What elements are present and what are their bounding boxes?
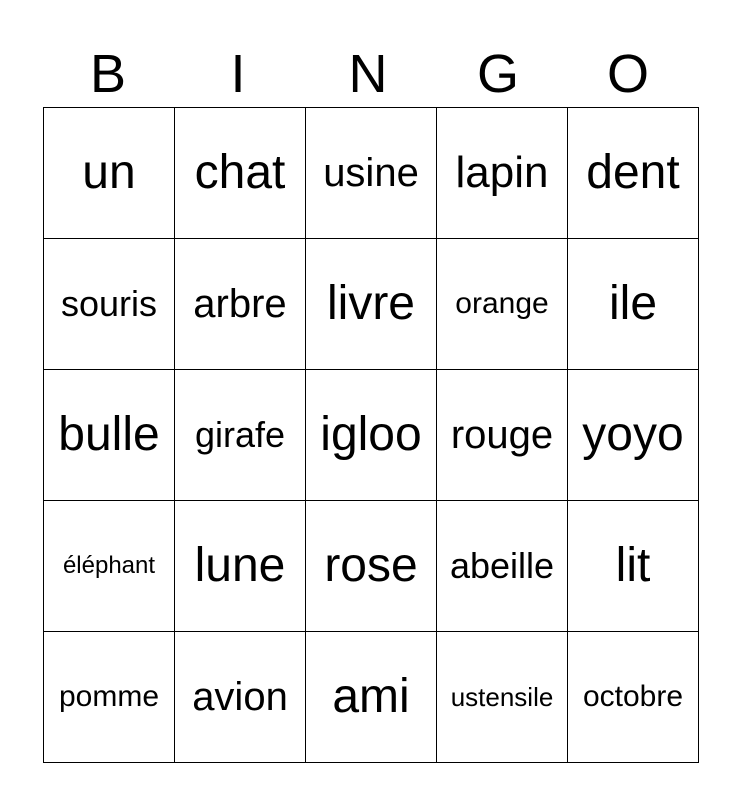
board-row xyxy=(44,370,699,501)
board-row xyxy=(44,501,699,632)
bingo-cell[interactable]: abeille xyxy=(437,501,568,632)
bingo-cell[interactable]: ami xyxy=(306,632,437,763)
board-row xyxy=(44,632,699,763)
bingo-cell[interactable]: bulle xyxy=(44,370,175,501)
bingo-cell[interactable]: girafe xyxy=(175,370,306,501)
header-letter-n: N xyxy=(348,44,388,104)
bingo-cell[interactable]: lapin xyxy=(437,108,568,239)
bingo-cell[interactable]: igloo xyxy=(306,370,437,501)
bingo-cell[interactable]: dent xyxy=(568,108,699,239)
bingo-cell[interactable]: rouge xyxy=(437,370,568,501)
header-letter-g: G xyxy=(476,44,519,104)
bingo-cell[interactable]: ile xyxy=(568,239,699,370)
bingo-cell[interactable]: chat xyxy=(175,108,306,239)
bingo-header xyxy=(43,40,693,108)
bingo-cell[interactable]: lit xyxy=(568,501,699,632)
bingo-cell[interactable]: arbre xyxy=(175,239,306,370)
header-letter-o: O xyxy=(606,44,649,104)
bingo-cell[interactable]: orange xyxy=(437,239,568,370)
bingo-board xyxy=(43,107,699,763)
header-letter-b: B xyxy=(89,44,127,104)
bingo-cell[interactable]: éléphant xyxy=(44,501,175,632)
bingo-cell[interactable]: ustensile xyxy=(437,632,568,763)
board-row xyxy=(44,239,699,370)
bingo-cell[interactable]: lune xyxy=(175,501,306,632)
bingo-cell[interactable]: livre xyxy=(306,239,437,370)
bingo-cell[interactable]: pomme xyxy=(44,632,175,763)
bingo-cell[interactable]: un xyxy=(44,108,175,239)
bingo-cell[interactable]: rose xyxy=(306,501,437,632)
board-row xyxy=(44,108,699,239)
bingo-cell[interactable]: octobre xyxy=(568,632,699,763)
bingo-cell[interactable]: avion xyxy=(175,632,306,763)
bingo-cell[interactable]: yoyo xyxy=(568,370,699,501)
header-letter-i: I xyxy=(230,44,246,104)
bingo-cell[interactable]: souris xyxy=(44,239,175,370)
bingo-cell[interactable]: usine xyxy=(306,108,437,239)
